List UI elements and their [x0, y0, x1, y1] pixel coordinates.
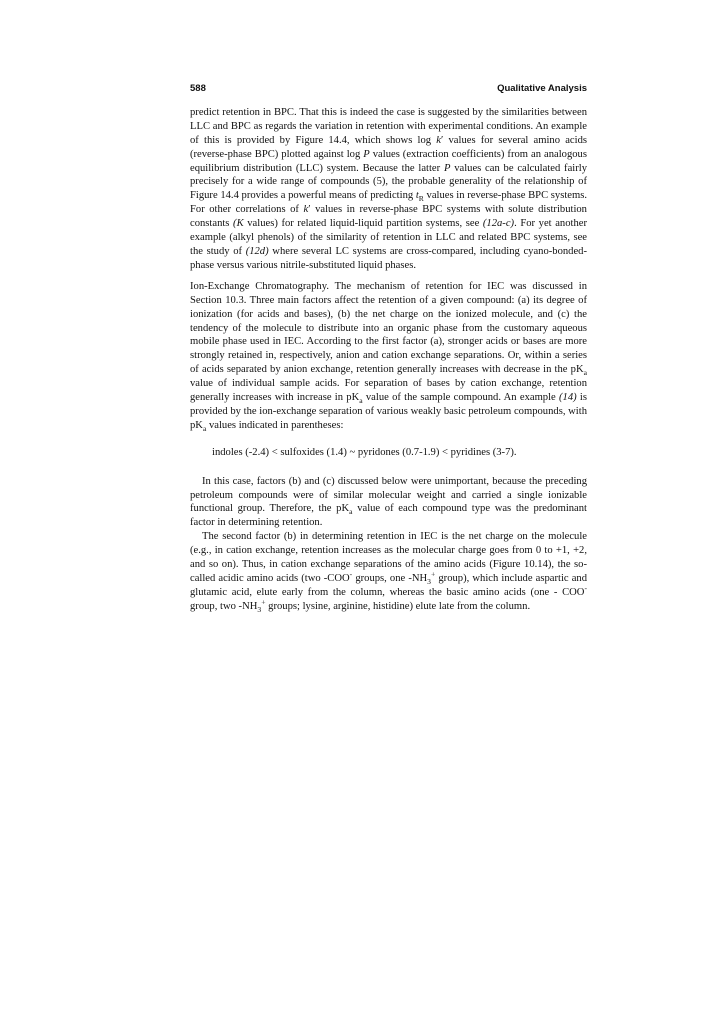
running-title: Qualitative Analysis [497, 83, 587, 94]
page-number: 588 [190, 83, 206, 94]
page-header [190, 82, 587, 96]
book-page [190, 82, 587, 614]
pka-ordering-equation: indoles (-2.4) < sulfoxides (1.4) ~ pyridones (0.7-1.9) < pyridines (3-7). [212, 446, 517, 458]
paragraph-ion-exchange: Ion-Exchange Chromatography. The mechanism of retention for IEC was discussed in Section 10.3. Three main factors affect the retention of a given compound: (a) its degree of ionization (for acids and bases), (b) the net charge on the ionized molecule, and (c) the tendency of the molecule to distribute into an organic phase from the customary aqueous mobile phase used in IEC. According to the first factor (a), stronger acids or bases are more strongly retained in, respectively, anion and cation exchange separations. Or, within a series of acids separated by anion exchange, retention generally increases with decrease in the $pK_a$ value of individual sample acids. For separation of bases by cation exchange, retention generally increases with increase in $pK_a$ value of the sample compound. An example (14) is provided by the ion-exchange separation of various weakly basic petroleum compounds, with $pK_a$ values indicated in parentheses: [190, 280, 587, 433]
paragraph-bpc-retention: predict retention in BPC. That this is indeed the case is suggested by the similarities between LLC and BPC as regards the variation in retention with experimental conditions. An example of this is provided by Figure 14.4, which shows log k′ values for several amino acids (reverse-phase BPC) plotted against log P values (extraction coefficients) from an analogous equilibrium distribution (LLC) system. Because the latter P values can be calculated fairly precisely for a wide range of compounds (5), the probable generality of the relationship of Figure 14.4 provides a powerful means of predicting $t_R$ values in reverse-phase BPC systems. For other correlations of k′ values in reverse-phase BPC systems with solute distribution constants (K values) for related liquid-liquid partition systems, see (12a-c). For yet another example (alkyl phenols) of the similarity of retention in LLC and related BPC systems, see the study of (12d) where several LC systems are cross-compared, including cyano-bonded-phase versus various nitrile-substituted liquid phases. [190, 106, 588, 271]
paragraph-factors-unimportant: In this case, factors (b) and (c) discussed below were unimportant, because the preceding petroleum compounds were of similar molecular weight and carried a single ionizable functional group. Therefore, the $pK_a$ value of each compound type was the predominant factor in determining retention. [190, 475, 588, 529]
paragraph-net-charge: The second factor (b) in determining retention in IEC is the net charge on the molecule (e.g., in cation exchange, retention increases as the molecular charge goes from 0 to +1, +2, and so on). Thus, in cation exchange separations of the amino acids (Figure 10.14), the so-called acidic amino acids (two -COO- groups, one $-NH_3^+$ group), which include aspartic and glutamic acid, elute early from the column, whereas the basic amino acids (one - COO- group, two $-NH_3^+$ groups; lysine, arginine, histidine) elute late from the column. [190, 531, 587, 614]
